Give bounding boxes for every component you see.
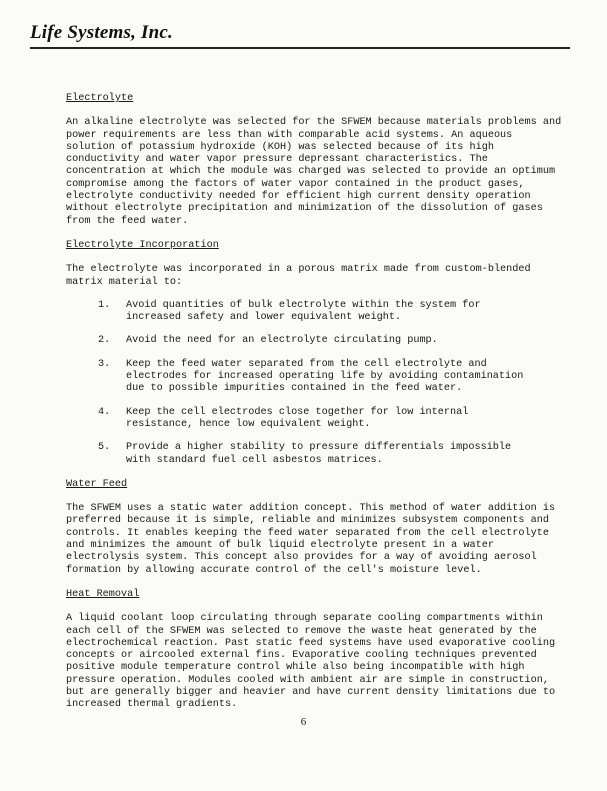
section-heading-heat-removal: Heat Removal bbox=[66, 588, 140, 600]
list-item-text: Avoid the need for an electrolyte circulating pump. bbox=[126, 335, 438, 347]
list-item-text: Avoid quantities of bulk electrolyte within the system for increased safety and lower equivalent weight. bbox=[126, 299, 481, 324]
incorporation-list bbox=[66, 300, 566, 467]
list-item bbox=[66, 335, 566, 347]
header-rule bbox=[30, 47, 570, 49]
list-item-number: 1. bbox=[98, 299, 111, 311]
list-item bbox=[66, 442, 566, 467]
paragraph-water-feed: The SFWEM uses a static water addition concept. This method of water addition is preferred because it is simple, reliable and minimizes subsystem components and controls. It enables keeping the feed water separated from the cell electrolyte and minimizes the amount of bulk liquid electrolyte present in a water electrolysis system. This concept also provides for a way of avoiding aerosol formation by allowing accurate control of the cell's moisture level. bbox=[66, 503, 556, 576]
list-item-text: Keep the feed water separated from the cell electrolyte and electrodes for increased operating life by avoiding contamination due to possible impurities contained in the feed water. bbox=[126, 358, 524, 395]
page-number: 6 bbox=[300, 716, 307, 728]
paragraph-heat-removal: A liquid coolant loop circulating through separate cooling compartments within each cell of the SFWEM was selected to remove the waste heat generated by the electrochemical reaction. Past static feed systems have used evaporative cooling concepts or aircooled external fins. Evaporative cooling techniques prevented positive module temperature control while also being incompatible with high pressure operation. Modules cooled with ambient air are simple in construction, but are generally bigger and heavier and have current density limitations due to increased thermal gradients. bbox=[66, 613, 556, 711]
document-body bbox=[66, 93, 566, 712]
list-item bbox=[66, 359, 566, 396]
list-item bbox=[66, 300, 566, 325]
section-heading-electrolyte-incorporation: Electrolyte Incorporation bbox=[66, 239, 219, 251]
list-item-text: Provide a higher stability to pressure differentials impossible with standard fuel cell asbestos matrices. bbox=[126, 442, 512, 466]
list-item-number: 3. bbox=[98, 358, 111, 370]
letterhead-logo: Life Systems, Inc. bbox=[30, 22, 173, 43]
list-item-text: Keep the cell electrodes close together for low internal resistance, hence low equivalent weight. bbox=[126, 406, 469, 430]
paragraph-electrolyte: An alkaline electrolyte was selected for the SFWEM because materials problems and power requirements are less than with comparable acid systems. An aqueous solution of potassium hydroxide (KOH) was selected because of its high conductivity and water vapor pressure depressant characteristics. The concentration at which the module was charged was selected to provide an optimum compromise among the factors of water vapor contained in the product gases, electrolyte conductivity needed for efficient high current density operation without electrolyte precipitation and minimization of the dissolution of gases from the feed water. bbox=[66, 117, 562, 227]
list-item-number: 4. bbox=[98, 406, 111, 418]
paragraph-incorporation-intro: The electrolyte was incorporated in a porous matrix made from custom-blended matrix material to: bbox=[66, 264, 531, 288]
list-item-number: 5. bbox=[98, 442, 111, 454]
section-heading-water-feed: Water Feed bbox=[66, 478, 128, 490]
list-item bbox=[66, 407, 566, 432]
list-item-number: 2. bbox=[98, 335, 111, 347]
section-heading-electrolyte: Electrolyte bbox=[66, 93, 134, 104]
